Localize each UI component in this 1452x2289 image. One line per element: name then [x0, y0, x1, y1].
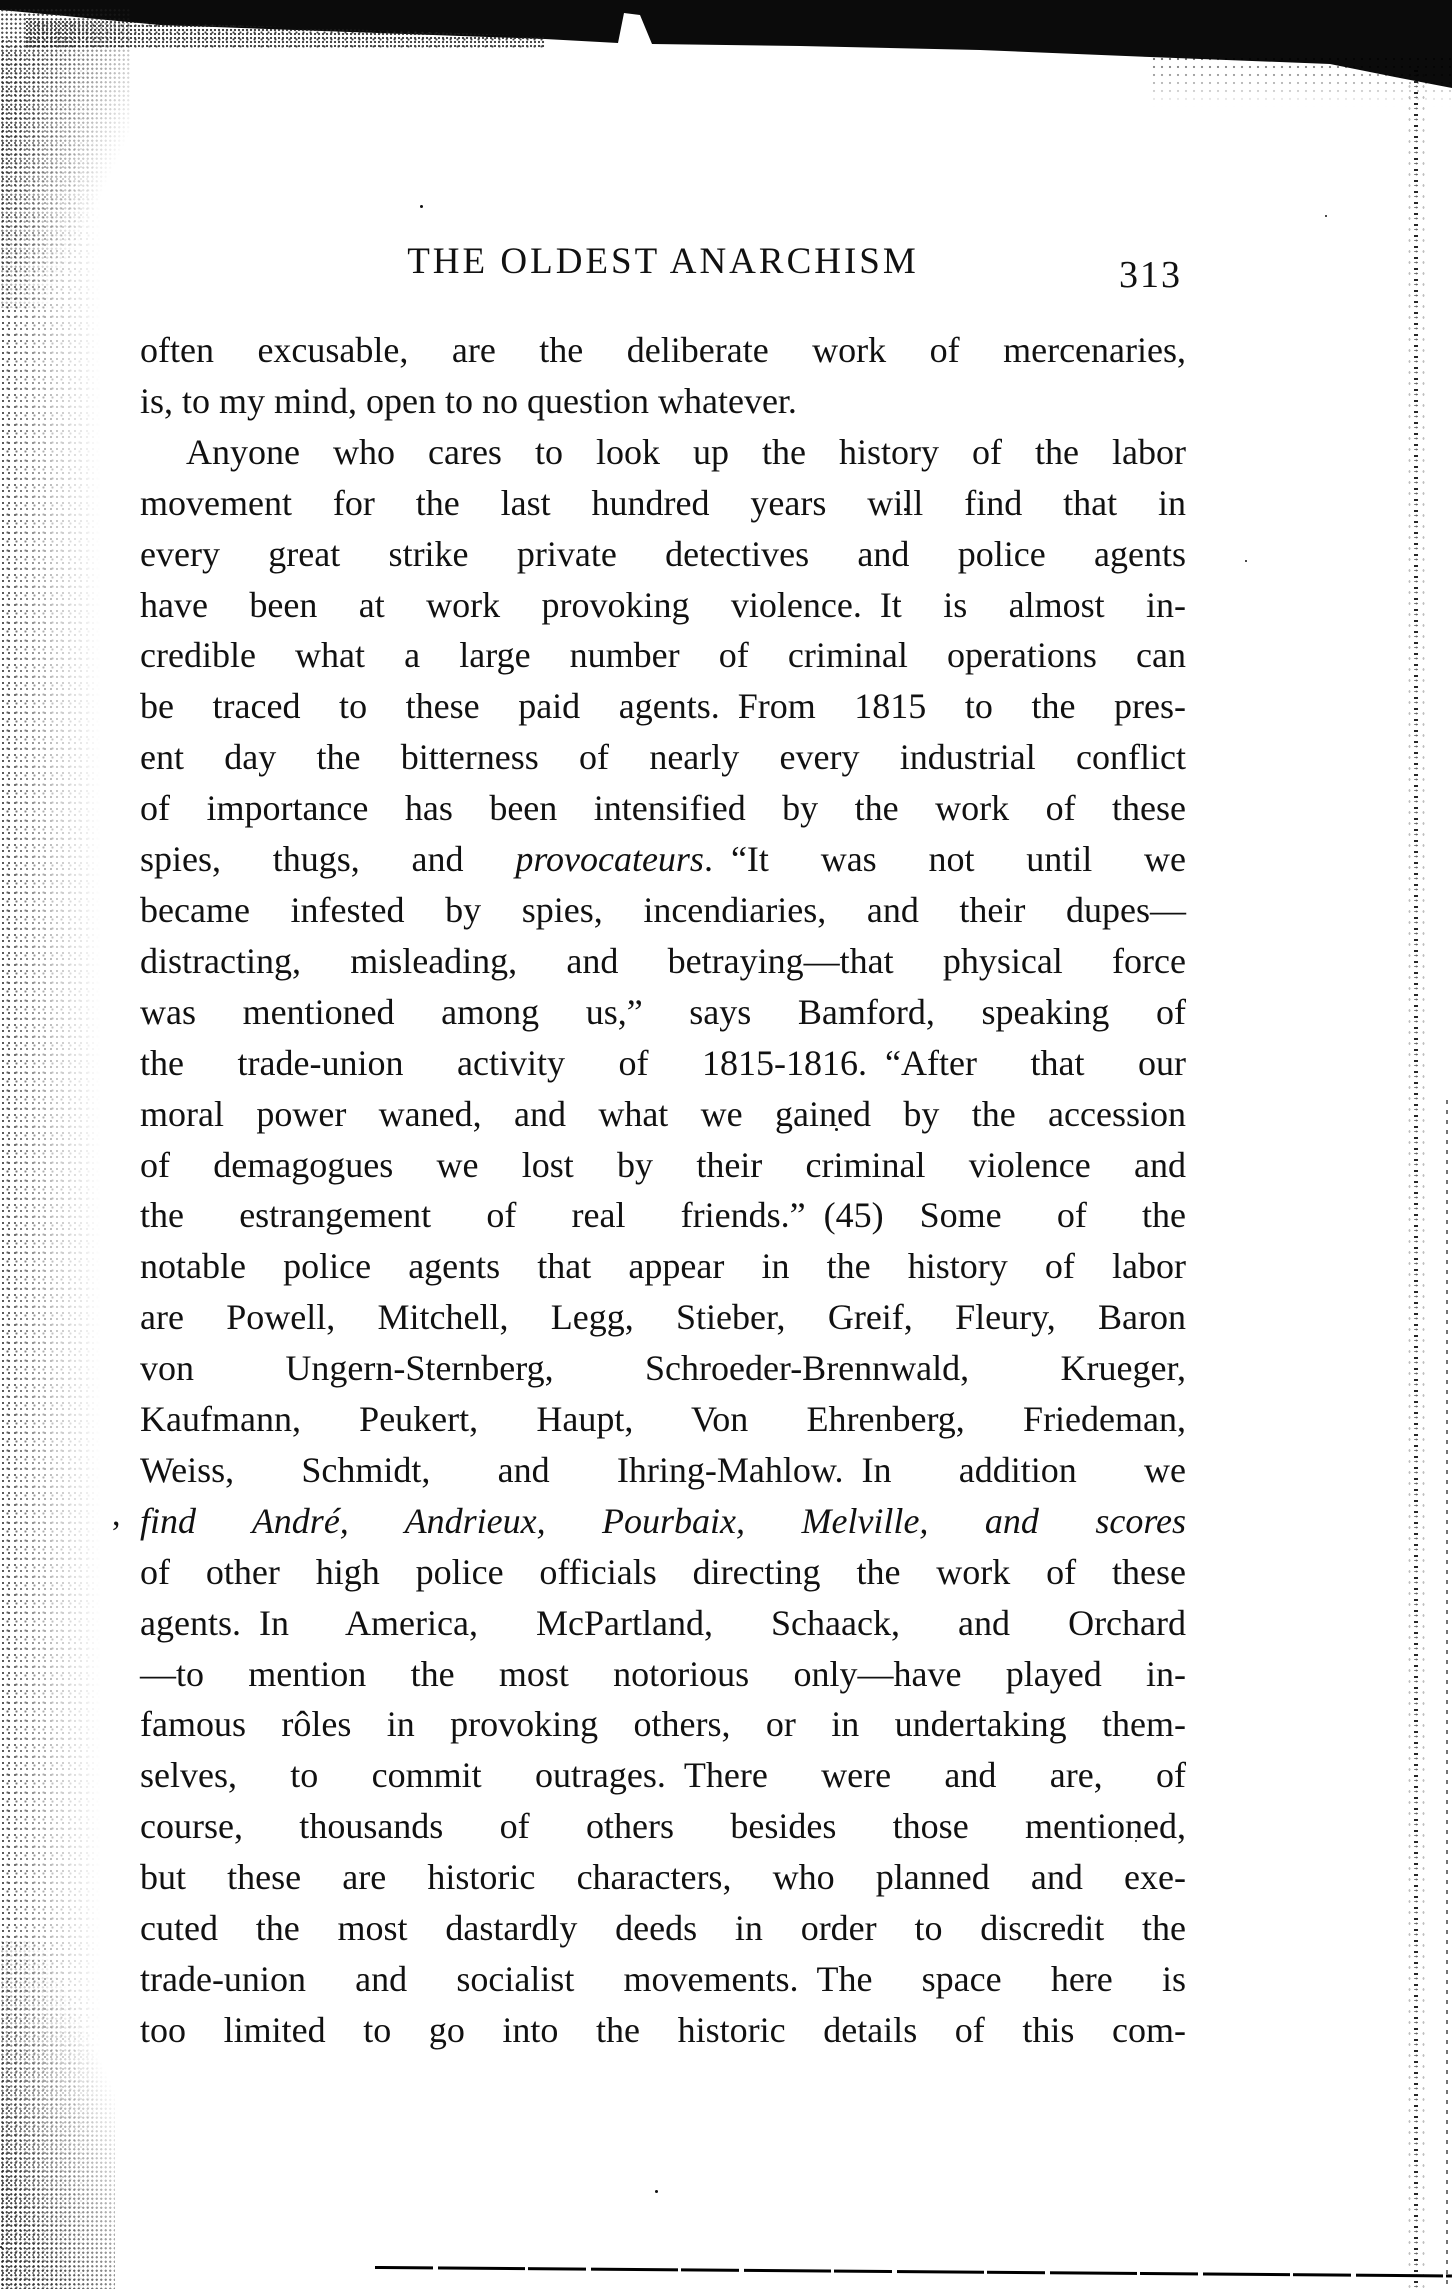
- text-line: too limited to go into the historic details of this com-: [140, 2009, 1186, 2050]
- body-text: [140, 325, 1186, 2056]
- text-line: but these are historic characters, who planned and exe-: [140, 1857, 1186, 1898]
- scan-noise-dot: [0, 2246, 2, 2248]
- text-line: find André, Andrieux, Pourbaix, Melville, and scores: [140, 1500, 1186, 1541]
- scan-noise-dot: [1245, 560, 1247, 562]
- scan-right-edge-dashes: [1446, 1100, 1448, 2289]
- text-line: of demagogues we lost by their criminal violence and: [140, 1144, 1186, 1185]
- text-line: distracting, misleading, and betraying—that physical force: [140, 940, 1186, 981]
- margin-artifact: ,: [112, 1496, 121, 1533]
- text-line: course, thousands of others besides those mentioned,: [140, 1806, 1186, 1847]
- scan-noise-dot: [1325, 215, 1327, 217]
- page-number: 313: [1119, 254, 1182, 296]
- text-line: moral power waned, and what we gained by the accession: [140, 1093, 1186, 1134]
- text-line: von Ungern-Sternberg, Schroeder-Brennwald, Krueger,: [140, 1348, 1186, 1389]
- page-header: [140, 240, 1186, 296]
- scan-bottom-rule-artifact: [375, 2266, 1452, 2277]
- scan-bottom-left-corner-noise: [0, 1940, 115, 2289]
- text-line: Kaufmann, Peukert, Haupt, Von Ehrenberg, Friedeman,: [140, 1399, 1186, 1440]
- text-line: was mentioned among us,” says Bamford, speaking of: [140, 991, 1186, 1032]
- text-line: cuted the most dastardly deeds in order to discredit the: [140, 1908, 1186, 1949]
- scan-right-edge-haze: [1406, 70, 1428, 2289]
- scan-top-left-corner-noise: [0, 8, 130, 308]
- text-line: movement for the last hundred years will find that in: [140, 482, 1186, 523]
- text-line: became infested by spies, incendiaries, and their dupes—: [140, 889, 1186, 930]
- text-line: agents. In America, McPartland, Schaack, and Orchard: [140, 1602, 1186, 1643]
- text-line: trade-union and socialist movements. The space here is: [140, 1959, 1186, 1999]
- text-line: are Powell, Mitchell, Legg, Stieber, Greif, Fleury, Baron: [140, 1297, 1186, 1338]
- text-line: Anyone who cares to look up the history of the labor: [186, 431, 1186, 472]
- text-line: spies, thugs, and provocateurs. “It was not until we: [140, 839, 1186, 880]
- text-line: be traced to these paid agents. From 1815 to the pres-: [140, 686, 1186, 727]
- text-line: of importance has been intensified by the work of these: [140, 788, 1186, 829]
- scan-noise-dot: [420, 205, 423, 208]
- text-line: often excusable, are the deliberate work of mercenaries,: [140, 330, 1186, 370]
- scan-noise-dot: [655, 2190, 658, 2193]
- text-line: the trade-union activity of 1815-1816. “After that our: [140, 1042, 1186, 1083]
- running-header: THE OLDEST ANARCHISM: [407, 241, 919, 282]
- text-line: Weiss, Schmidt, and Ihring-Mahlow. In addition we: [140, 1449, 1186, 1490]
- text-line: famous rôles in provoking others, or in undertaking them-: [140, 1704, 1186, 1745]
- text-line: every great strike private detectives and police agents: [140, 533, 1186, 574]
- text-line: of other high police officials directing the work of these: [140, 1551, 1186, 1592]
- text-line: notable police agents that appear in the history of labor: [140, 1246, 1186, 1287]
- text-line: credible what a large number of criminal operations can: [140, 635, 1186, 676]
- text-line: selves, to commit outrages. There were and are, of: [140, 1755, 1186, 1796]
- text-line: have been at work provoking violence. It is almost in-: [140, 584, 1186, 625]
- text-line: is, to my mind, open to no question whatever.: [140, 380, 797, 421]
- text-line: ent day the bitterness of nearly every industrial conflict: [140, 737, 1186, 778]
- text-line: —to mention the most notorious only—have played in-: [140, 1653, 1186, 1694]
- text-line: the estrangement of real friends.” (45) Some of the: [140, 1195, 1186, 1236]
